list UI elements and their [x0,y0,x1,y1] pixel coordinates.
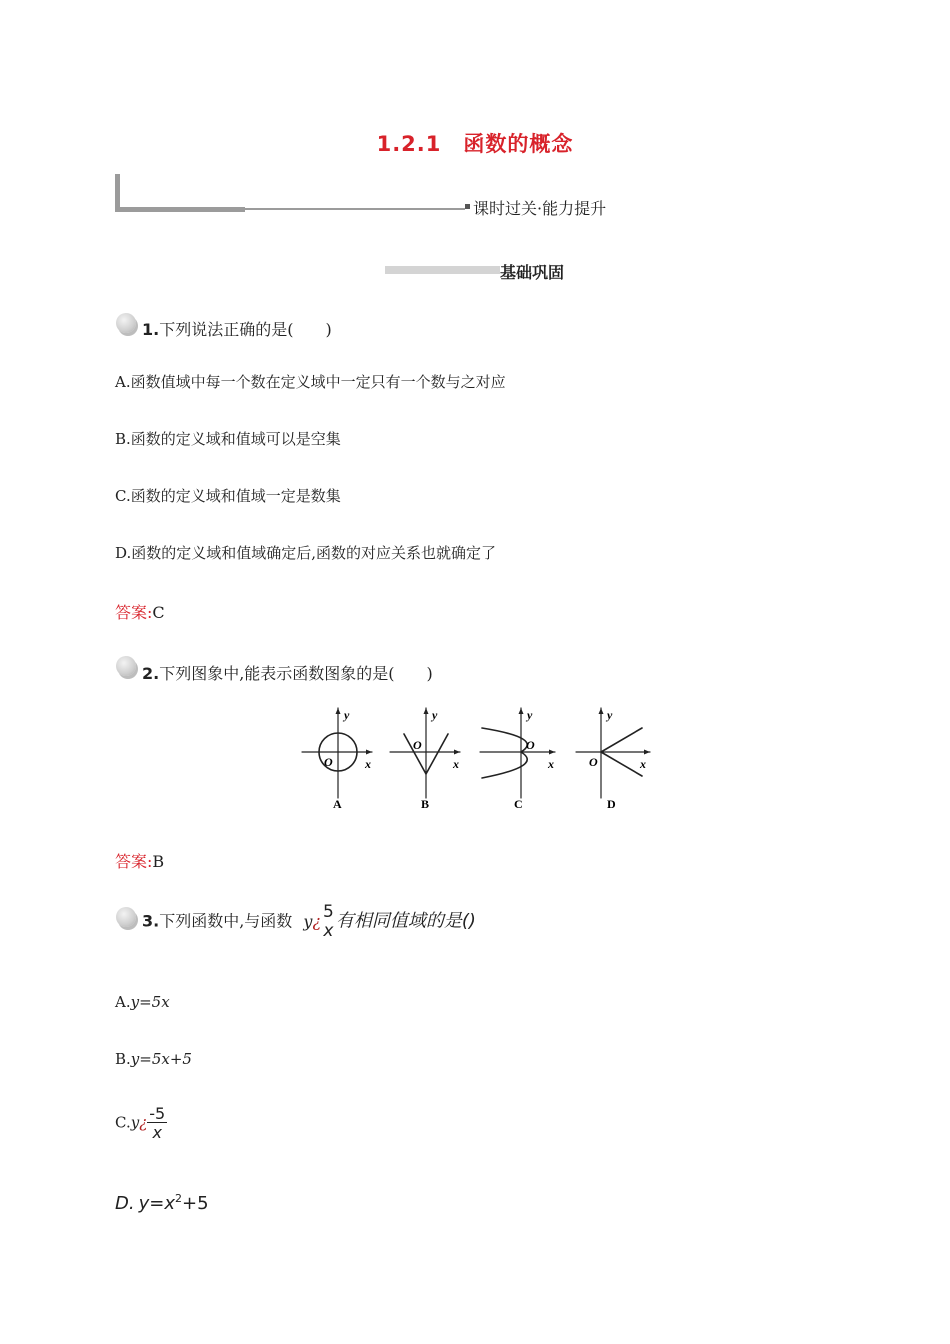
answer-label: 答案: [115,852,153,871]
option-expression-tail: +5 [181,1193,209,1214]
graph-b [390,708,460,811]
question-number: 1. [142,320,160,339]
graph-c-origin-label: O [526,738,535,752]
section-heading [385,260,585,284]
question-text: 下列说法正确的是( ) [159,320,332,339]
question-1-stem [142,317,332,340]
question-bullet-icon [116,656,136,676]
graph-d-x-arrow-icon [644,750,650,755]
option-prefix: B. [115,1050,131,1068]
fraction-denominator: x [147,1122,167,1141]
fraction-denominator: x [323,921,334,941]
section-title: 基础巩固 [500,263,565,282]
graph-d-y-arrow-icon [599,708,604,714]
question-bullet-icon [116,313,136,333]
graph-b-origin-label: O [413,738,422,752]
answer-label: 答案: [115,603,153,622]
question-3-option-c [115,1106,167,1141]
graph-a-x-arrow-icon [366,750,372,755]
question-number: 3. [142,911,160,931]
question-text: 下列图象中,能表示函数图象的是( ) [159,664,433,683]
question-1-option-a: A.函数值域中每一个数在定义域中一定只有一个数与之对应 [115,373,506,391]
graph-b-y-arrow-icon [424,708,429,714]
option-expression: y=5x [130,993,170,1011]
question-1-option-b: B.函数的定义域和值域可以是空集 [115,430,341,448]
question-text: 下列函数中,与函数 [159,911,293,931]
fraction [147,1106,167,1141]
graph-d-origin-label: O [589,755,598,769]
option-expression: y=5x+5 [130,1050,192,1068]
question-3-stem [142,904,476,940]
graph-a-caption: A [333,797,342,811]
option-prefix: A. [115,993,131,1011]
garbled-glyph: ¿ [139,1113,148,1132]
graph-a-y-arrow-icon [336,708,341,714]
garbled-glyph: ¿ [312,911,322,931]
answer-value: C [152,603,165,622]
graph-a [302,708,372,811]
graph-b-x-label: x [453,757,459,771]
fraction-numerator: 5 [323,902,334,922]
banner-square-bullet-icon [465,204,470,209]
question-3-option-b [115,1050,192,1068]
graph-d-x-label: x [640,757,646,771]
answer-value: B [152,852,165,871]
question-2-stem [142,661,433,684]
function-graphs-figure [300,702,660,814]
graph-d-caption: D [607,797,616,811]
graph-b-x-arrow-icon [454,750,460,755]
function-variable: y [130,1113,140,1132]
question-text-suffix: 有相同值域的是() [335,910,476,932]
question-3-option-a [115,993,170,1011]
option-exponent: 2 [174,1192,182,1205]
graph-d-upper-ray [601,728,642,752]
graph-c-x-label: x [548,757,554,771]
question-1-option-d: D.函数的定义域和值域确定后,函数的对应关系也就确定了 [115,544,497,562]
question-2-answer [115,849,164,872]
graph-b-y-label: y [432,708,438,722]
question-3-option-d [115,1192,209,1214]
graph-c-x-arrow-icon [549,750,555,755]
question-number: 2. [142,664,160,683]
banner-thick-rule [115,207,245,212]
fraction-numerator: -5 [149,1104,166,1123]
option-expression: y=x [138,1193,175,1214]
graph-a-y-label: y [344,708,350,722]
graph-c-y-label: y [527,708,533,722]
graph-b-caption: B [421,797,430,811]
question-bullet-icon [116,907,136,927]
section-bar [385,266,500,274]
graph-d-lower-ray [601,752,642,776]
question-1-answer [115,600,165,623]
graph-a-x-label: x [365,757,371,771]
graph-a-origin-label: O [324,755,333,769]
section-banner [115,174,635,216]
option-prefix: C. [115,1113,131,1132]
option-prefix: D. [115,1193,135,1214]
graph-c [480,708,555,811]
fraction [321,904,336,940]
graph-c-y-arrow-icon [519,708,524,714]
banner-text: 课时过关·能力提升 [473,199,607,218]
graph-d [576,708,650,811]
function-variable: y [303,911,313,931]
graph-d-y-label: y [607,708,613,722]
banner-thin-rule [245,208,465,210]
graph-c-caption: C [514,797,523,811]
page-title: 1.2.1 函数的概念 [376,132,574,156]
question-1-option-c: C.函数的定义域和值域一定是数集 [115,487,341,505]
